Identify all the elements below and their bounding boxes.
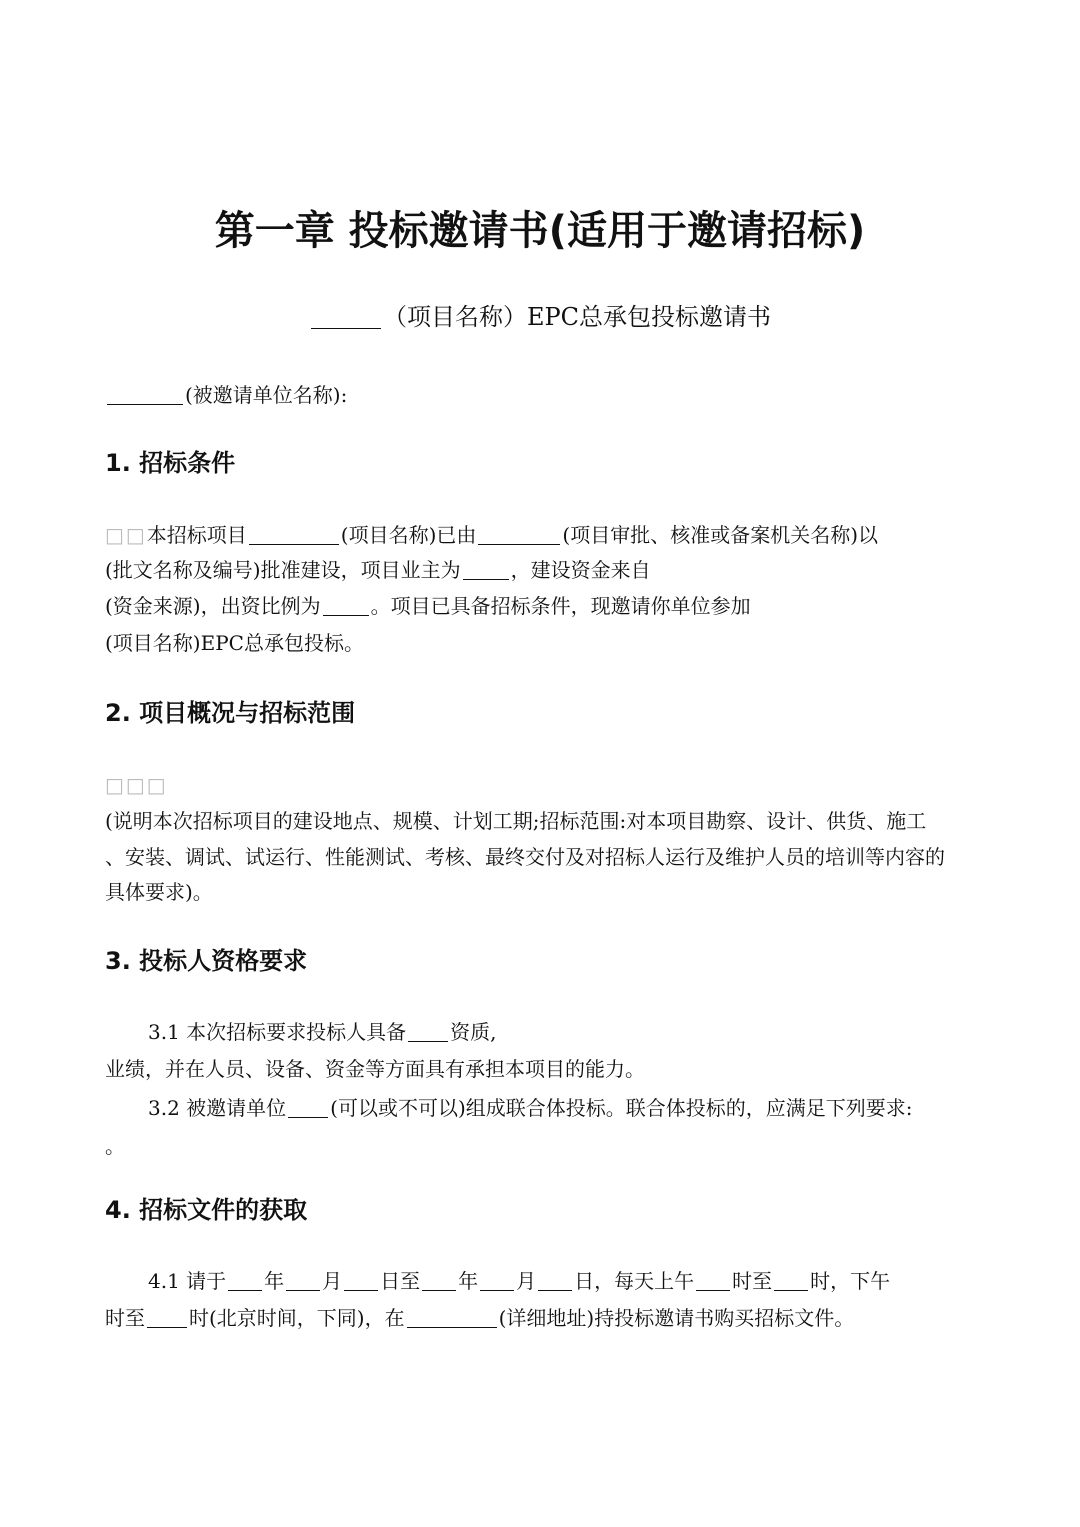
fill-blank: [107, 384, 183, 405]
fill-blank: [323, 595, 369, 616]
paragraph-line: 业绩，并在人员、设备、资金等方面具有承担本项目的能力。: [105, 1057, 645, 1081]
section-heading-4: 4. 招标文件的获取: [105, 1196, 308, 1224]
placeholder-glyphs: □□□: [105, 773, 168, 797]
salutation-text: (被邀请单位名称):: [185, 383, 348, 407]
fill-blank: [463, 559, 509, 580]
subtitle-text: （项目名称）EPC总承包投标邀请书: [382, 303, 772, 331]
paragraph-line: (批文名称及编号)批准建设，项目业主为 ，建设资金来自: [105, 558, 651, 582]
fill-blank: [147, 1307, 187, 1328]
fill-blank: [478, 524, 560, 545]
fill-blank: [696, 1270, 730, 1291]
fill-blank: [422, 1270, 456, 1291]
fill-blank: [408, 1021, 448, 1042]
fill-blank: [407, 1307, 497, 1328]
placeholder-glyphs: □□: [105, 523, 147, 547]
paragraph-line: 具体要求)。: [105, 880, 213, 904]
paragraph-line: 、安装、调试、试运行、性能测试、考核、最终交付及对招标人运行及维护人员的培训等内容的: [105, 845, 945, 869]
fill-blank: [311, 304, 381, 329]
section-heading-3: 3. 投标人资格要求: [105, 947, 308, 975]
fill-blank: [344, 1270, 378, 1291]
paragraph-line: □□本招标项目 (项目名称)已由 (项目审批、核准或备案机关名称)以: [105, 523, 879, 547]
fill-blank: [228, 1270, 262, 1291]
fill-blank: [286, 1270, 320, 1291]
chapter-title: 第一章 投标邀请书(适用于邀请招标): [214, 208, 866, 254]
section-heading-1: 1. 招标条件: [105, 449, 236, 477]
paragraph-line: 3.2 被邀请单位 (可以或不可以)组成联合体投标。联合体投标的，应满足下列要求:: [148, 1096, 913, 1120]
paragraph-line: (项目名称)EPC总承包投标。: [105, 631, 364, 655]
fill-blank: [774, 1270, 808, 1291]
fill-blank: [288, 1097, 328, 1118]
paragraph-line: 3.1 本次招标要求投标人具备 资质,: [148, 1020, 497, 1044]
paragraph-line: 。: [105, 1134, 125, 1158]
section-heading-2: 2. 项目概况与招标范围: [105, 699, 356, 727]
paragraph-line: 4.1 请于 年 月 日至 年 月 日，每天上午 时至 时，下午: [148, 1269, 891, 1293]
paragraph-line: 时至 时(北京时间，下同)，在 (详细地址)持投标邀请书购买招标文件。: [105, 1306, 855, 1330]
document-subtitle: [0, 300, 1080, 334]
fill-blank: [538, 1270, 572, 1291]
fill-blank: [249, 524, 339, 545]
paragraph-line: (说明本次招标项目的建设地点、规模、计划工期;招标范围:对本项目勘察、设计、供货、施工: [105, 809, 927, 833]
fill-blank: [480, 1270, 514, 1291]
paragraph-line: (资金来源)，出资比例为 。项目已具备招标条件，现邀请你单位参加: [105, 594, 751, 618]
salutation: [105, 380, 347, 410]
